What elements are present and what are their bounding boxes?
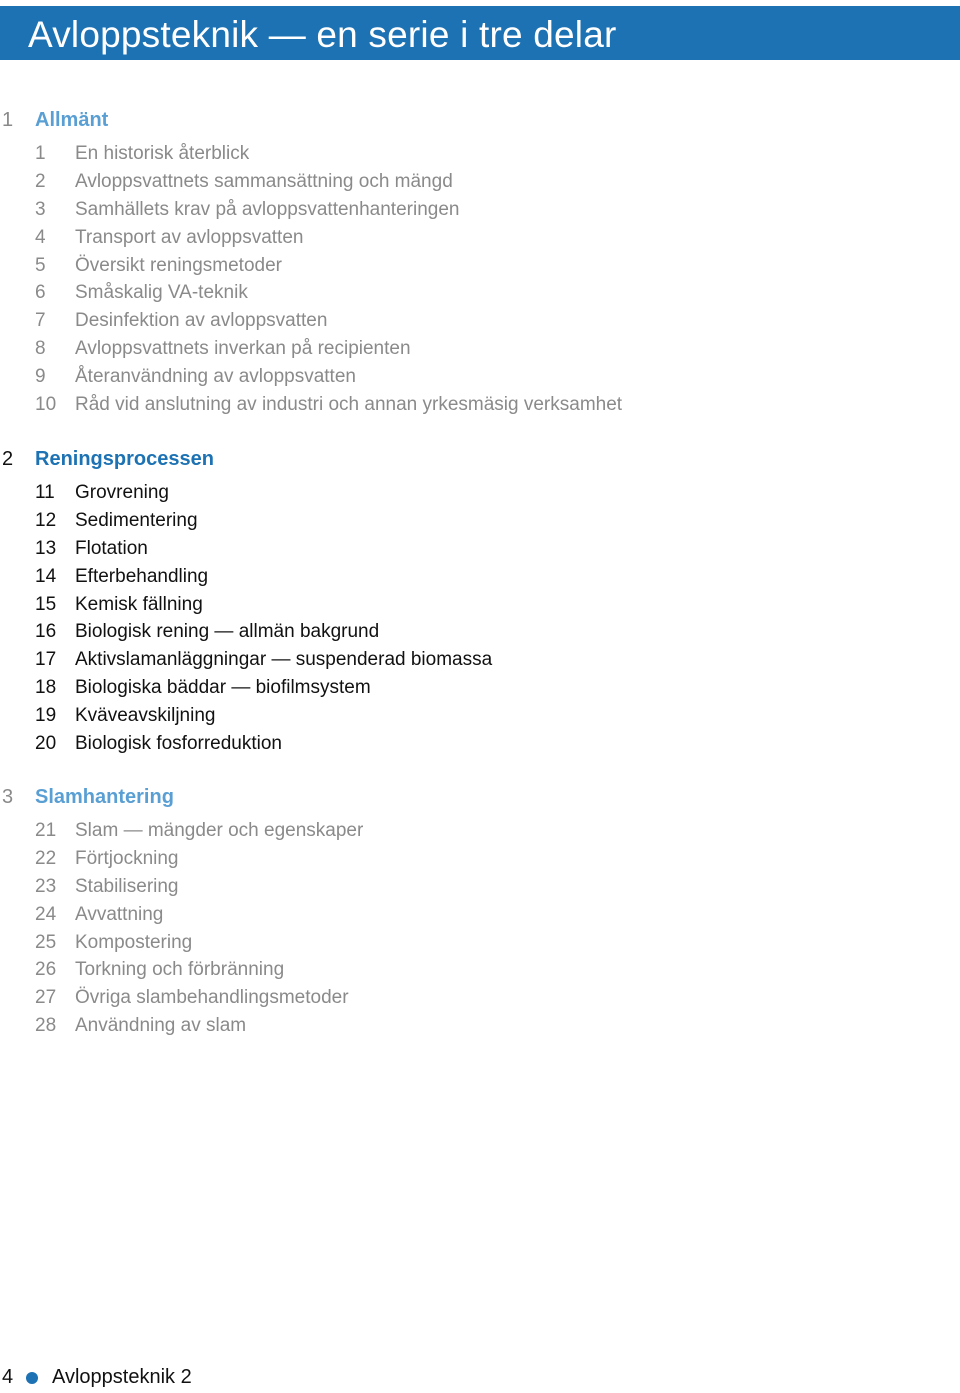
chapter-number: 24 <box>35 903 57 925</box>
chapter-number: 4 <box>35 226 46 248</box>
chapter-title: Sedimentering <box>75 509 198 531</box>
chapter-title: Torkning och förbränning <box>75 959 285 981</box>
part-number: 1 <box>2 109 14 131</box>
chapter-title: Avvattning <box>75 903 164 925</box>
chapter-title: Avloppsvattnets sammansättning och mängd <box>75 170 453 192</box>
chapter-number: 19 <box>35 705 57 727</box>
chapter-number: 1 <box>35 143 46 164</box>
part-title: Reningsprocessen <box>35 448 214 470</box>
chapter-number: 25 <box>35 931 57 953</box>
chapter-title: Grovrening <box>75 482 169 503</box>
chapter-number: 12 <box>35 509 57 531</box>
part-title: Slamhantering <box>35 786 174 808</box>
page-footer <box>0 1363 400 1393</box>
chapter-title: Övriga slambehandlingsmetoder <box>75 987 349 1009</box>
chapter-title: Kemisk fällning <box>75 593 203 615</box>
chapter-title: Råd vid anslutning av industri och annan yrkesmäsig verksamhet <box>75 394 623 416</box>
chapter-number: 18 <box>35 677 57 699</box>
chapter-number: 15 <box>35 593 57 615</box>
chapter-number: 10 <box>35 394 57 416</box>
chapter-title: Förtjockning <box>75 847 179 869</box>
chapter-title: Efterbehandling <box>75 565 209 587</box>
chapter-number: 20 <box>35 733 57 755</box>
chapter-number: 9 <box>35 366 46 388</box>
chapter-title: Transport av avloppsvatten <box>75 226 304 248</box>
chapter-title: Slam — mängder och egenskaper <box>75 820 364 841</box>
chapter-number: 3 <box>35 198 46 220</box>
chapter-title: Avloppsvattnets inverkan på recipienten <box>75 338 411 360</box>
chapter-title: En historisk återblick <box>75 143 250 164</box>
chapter-title: Biologiska bäddar — biofilmsystem <box>75 677 371 699</box>
chapter-number: 8 <box>35 338 46 360</box>
chapter-title: Småskalig VA-teknik <box>75 282 248 304</box>
part-number: 3 <box>2 786 14 808</box>
chapter-title: Stabilisering <box>75 875 179 897</box>
chapter-number: 26 <box>35 959 57 981</box>
part-title: Allmänt <box>35 109 109 131</box>
chapter-number: 17 <box>35 649 57 671</box>
chapter-number: 22 <box>35 847 57 869</box>
chapter-title: Återanvändning av avloppsvatten <box>75 366 356 388</box>
chapter-number: 27 <box>35 987 57 1009</box>
chapter-title: Aktivslamanläggningar — suspenderad biomassa <box>75 649 493 671</box>
chapter-title: Kompostering <box>75 931 193 953</box>
page-title: Avloppsteknik — en serie i tre delar <box>28 14 617 55</box>
chapter-title: Kväveavskiljning <box>75 705 216 727</box>
chapter-number: 11 <box>35 482 55 503</box>
chapter-number: 23 <box>35 875 57 897</box>
chapter-number: 13 <box>35 537 57 559</box>
footer-title: Avloppsteknik 2 <box>52 1366 192 1388</box>
page-number: 4 <box>2 1366 14 1388</box>
chapter-number: 16 <box>35 621 57 643</box>
chapter-number: 28 <box>35 1015 57 1037</box>
chapter-number: 7 <box>35 310 46 332</box>
chapter-number: 2 <box>35 170 46 192</box>
chapter-title: Användning av slam <box>75 1015 247 1037</box>
chapter-title: Desinfektion av avloppsvatten <box>75 310 328 332</box>
chapter-title: Samhällets krav på avloppsvattenhanteringen <box>75 198 460 220</box>
bullet-dot-icon <box>26 1372 38 1384</box>
chapter-number: 5 <box>35 254 46 276</box>
chapter-title: Biologisk rening — allmän bakgrund <box>75 621 380 643</box>
chapter-title: Översikt reningsmetoder <box>75 254 282 276</box>
chapter-title: Flotation <box>75 537 148 559</box>
chapter-number: 6 <box>35 282 46 304</box>
chapter-number: 14 <box>35 565 57 587</box>
part-number: 2 <box>2 448 14 470</box>
chapter-title: Biologisk fosforreduktion <box>75 733 282 755</box>
chapter-number: 21 <box>35 820 57 841</box>
header-banner <box>0 6 960 60</box>
